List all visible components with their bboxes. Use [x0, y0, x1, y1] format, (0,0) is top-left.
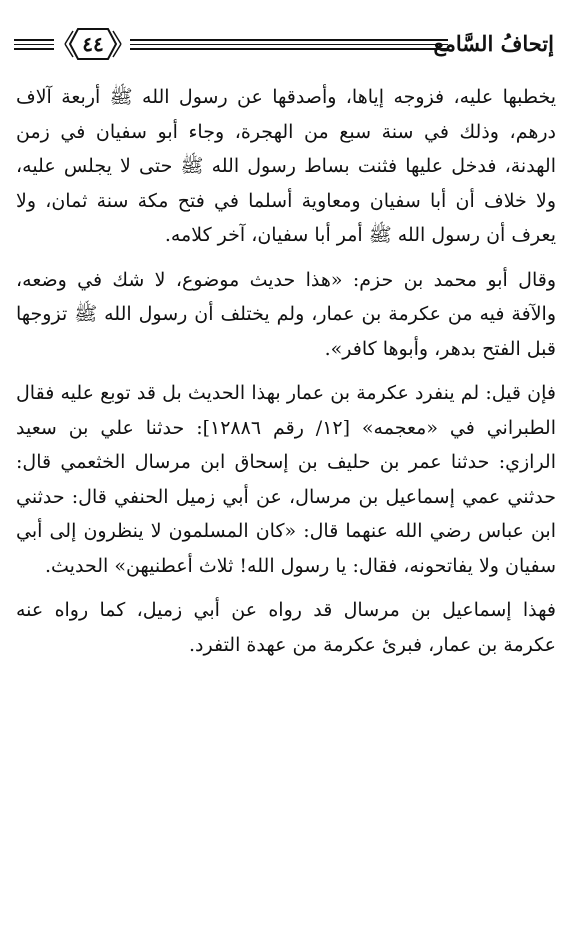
page-number: ٤٤: [82, 32, 104, 56]
page-body: [16, 80, 556, 662]
page-number-badge: [62, 26, 124, 62]
header-rule-middle: [130, 39, 448, 50]
paragraph: يخطبها عليه، فزوجه إياها، وأصدقها عن رسول الله ﷺ أربعة آلاف درهم، وذلك في سنة سبع من الهجرة، وجاء أبو سفيان في زمن الهدنة، فدخل عليها فثنت بساط رسول الله ﷺ حتى لا يجلس عليه، ولا خلاف أن أبا سفيان ومعاوية أسلما في فتح مكة سنة ثمان، ولا يعرف أن رسول الله ﷺ أمر أبا سفيان، آخر كلامه.: [16, 86, 556, 246]
paragraph: فهذا إسماعيل بن مرسال قد رواه عن أبي زميل، كما رواه عنه عكرمة بن عمار، فبرئ عكرمة من عهدة التفرد.: [16, 599, 556, 656]
paragraph: وقال أبو محمد بن حزم: «هذا حديث موضوع، لا شك في وضعه، والآفة فيه من عكرمة بن عمار، ولم يختلف أن رسول الله ﷺ تزوجها قبل الفتح بدهر، وأبوها كافر».: [16, 268, 556, 360]
header-rule-left: [14, 39, 54, 50]
page-header: [14, 26, 558, 62]
paragraph: فإن قيل: لم ينفرد عكرمة بن عمار بهذا الحديث بل قد توبع عليه فقال الطبراني في «معجمه» [١٢/ رقم ١٢٨٨٦]: حدثنا علي بن سعيد الرازي: حدثنا عمر بن حليف بن إسحاق ابن مرسال الخثعمي قال: حدثني عمي إسماعيل بن مرسال، عن أبي زميل الحنفي قال: حدثني ابن عباس رضي الله عنهما قال: «كان المسلمون لا ينظرون إلى أبي سفيان ولا يفاتحونه، فقال: يا رسول الله! ثلاث أعطنيهن» الحديث.: [16, 382, 556, 577]
running-title: إتحافُ السَّامع: [433, 31, 554, 56]
